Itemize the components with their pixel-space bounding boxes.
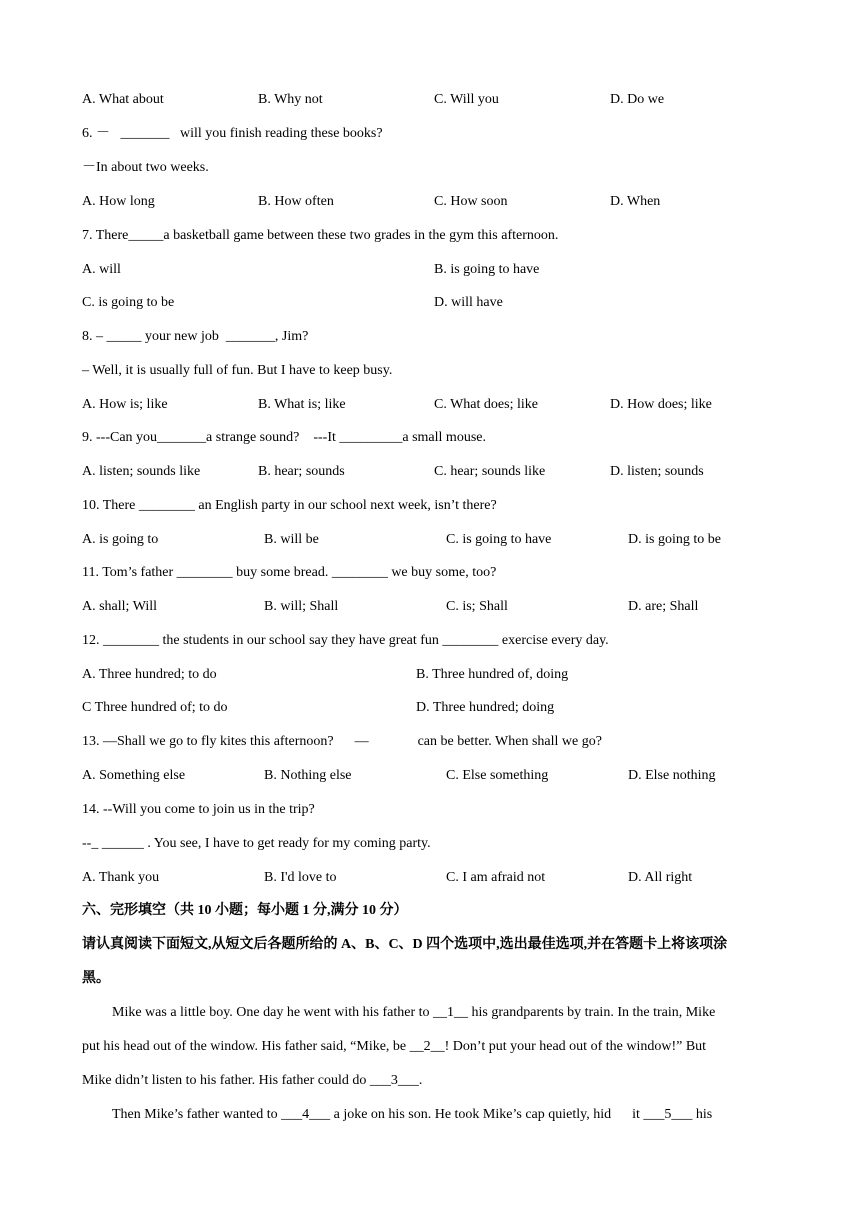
q8-option-b: B. What is; like bbox=[258, 397, 346, 412]
q8-option-c: C. What does; like bbox=[434, 397, 538, 412]
section-heading: 六、完形填空（共 10 小题；每小题 1 分,满分 10 分） bbox=[82, 903, 408, 918]
q12-stem: 12. ________ the students in our school say they have great fun ________ exercise every day. bbox=[82, 633, 609, 648]
q6-option-a: A. How long bbox=[82, 194, 155, 209]
q8-stem: 8. – _____ your new job _______, Jim? bbox=[82, 329, 309, 344]
q5-option-b: B. Why not bbox=[258, 92, 323, 107]
q11-option-a: A. shall; Will bbox=[82, 599, 158, 614]
q13-option-b: B. Nothing else bbox=[264, 768, 352, 783]
q11-option-b: B. will; Shall bbox=[264, 599, 339, 614]
q13-option-c: C. Else something bbox=[446, 768, 549, 783]
passage-line-2: put his head out of the window. His father said, “Mike, be __2__! Don’t put your head out of the window!” But bbox=[82, 1039, 707, 1054]
q6-option-c: C. How soon bbox=[434, 194, 508, 209]
q7-option-d: D. will have bbox=[434, 295, 503, 310]
q12-option-a: A. Three hundred; to do bbox=[82, 667, 217, 682]
q9-stem: 9. ---Can you_______a strange sound? ---It _________a small mouse. bbox=[82, 430, 486, 445]
q5-option-d: D. Do we bbox=[610, 92, 665, 107]
q11-option-d: D. are; Shall bbox=[628, 599, 699, 614]
q8-answer: – Well, it is usually full of fun. But I have to keep busy. bbox=[82, 363, 393, 378]
q10-option-b: B. will be bbox=[264, 532, 319, 547]
q7-stem: 7. There_____a basketball game between these two grades in the gym this afternoon. bbox=[82, 228, 559, 243]
q6-stem: 6. － _______ will you finish reading these books? bbox=[82, 126, 383, 141]
q9-option-d: D. listen; sounds bbox=[610, 464, 704, 479]
q11-stem: 11. Tom’s father ________ buy some bread. ________ we buy some, too? bbox=[82, 565, 497, 580]
section-instruction-line1: 请认真阅读下面短文,从短文后各题所给的 A、B、C、D 四个选项中,选出最佳选项,并在答题卡上将该项涂 bbox=[82, 937, 728, 952]
q7-option-b: B. is going to have bbox=[434, 262, 540, 277]
q5-option-a: A. What about bbox=[82, 92, 164, 107]
q7-option-a: A. will bbox=[82, 262, 121, 277]
q12-option-b: B. Three hundred of, doing bbox=[416, 667, 569, 682]
passage-line-4: Then Mike’s father wanted to ___4___ a joke on his son. He took Mike’s cap quietly, hid it ___5___ his bbox=[112, 1107, 713, 1122]
q10-stem: 10. There ________ an English party in our school next week, isn’t there? bbox=[82, 498, 497, 513]
q8-option-a: A. How is; like bbox=[82, 397, 168, 412]
q8-option-d: D. How does; like bbox=[610, 397, 712, 412]
q14-stem: 14. --Will you come to join us in the trip? bbox=[82, 802, 315, 817]
q13-option-d: D. Else nothing bbox=[628, 768, 716, 783]
q14-option-b: B. I'd love to bbox=[264, 870, 337, 885]
q9-option-a: A. listen; sounds like bbox=[82, 464, 201, 479]
q10-option-d: D. is going to be bbox=[628, 532, 721, 547]
q10-option-a: A. is going to bbox=[82, 532, 159, 547]
passage-line-3: Mike didn’t listen to his father. His father could do ___3___. bbox=[82, 1073, 423, 1088]
q13-option-a: A. Something else bbox=[82, 768, 186, 783]
q9-option-b: B. hear; sounds bbox=[258, 464, 345, 479]
q12-option-c: C Three hundred of; to do bbox=[82, 700, 228, 715]
q6-option-d: D. When bbox=[610, 194, 661, 209]
q14-option-a: A. Thank you bbox=[82, 870, 160, 885]
q5-option-c: C. Will you bbox=[434, 92, 499, 107]
q13-stem: 13. —Shall we go to fly kites this afternoon? — can be better. When shall we go? bbox=[82, 734, 602, 749]
q14-option-d: D. All right bbox=[628, 870, 693, 885]
section-instruction-line2: 黑。 bbox=[82, 971, 110, 986]
passage-line-1: Mike was a little boy. One day he went with his father to __1__ his grandparents by train. In the train, Mike bbox=[112, 1005, 716, 1020]
q14-option-c: C. I am afraid not bbox=[446, 870, 546, 885]
q10-option-c: C. is going to have bbox=[446, 532, 552, 547]
q12-option-d: D. Three hundred; doing bbox=[416, 700, 555, 715]
q9-option-c: C. hear; sounds like bbox=[434, 464, 546, 479]
q6-answer: －In about two weeks. bbox=[82, 160, 209, 175]
q14-answer: --_ ______ . You see, I have to get ready for my coming party. bbox=[82, 836, 431, 851]
q6-option-b: B. How often bbox=[258, 194, 334, 209]
q11-option-c: C. is; Shall bbox=[446, 599, 508, 614]
q7-option-c: C. is going to be bbox=[82, 295, 175, 310]
